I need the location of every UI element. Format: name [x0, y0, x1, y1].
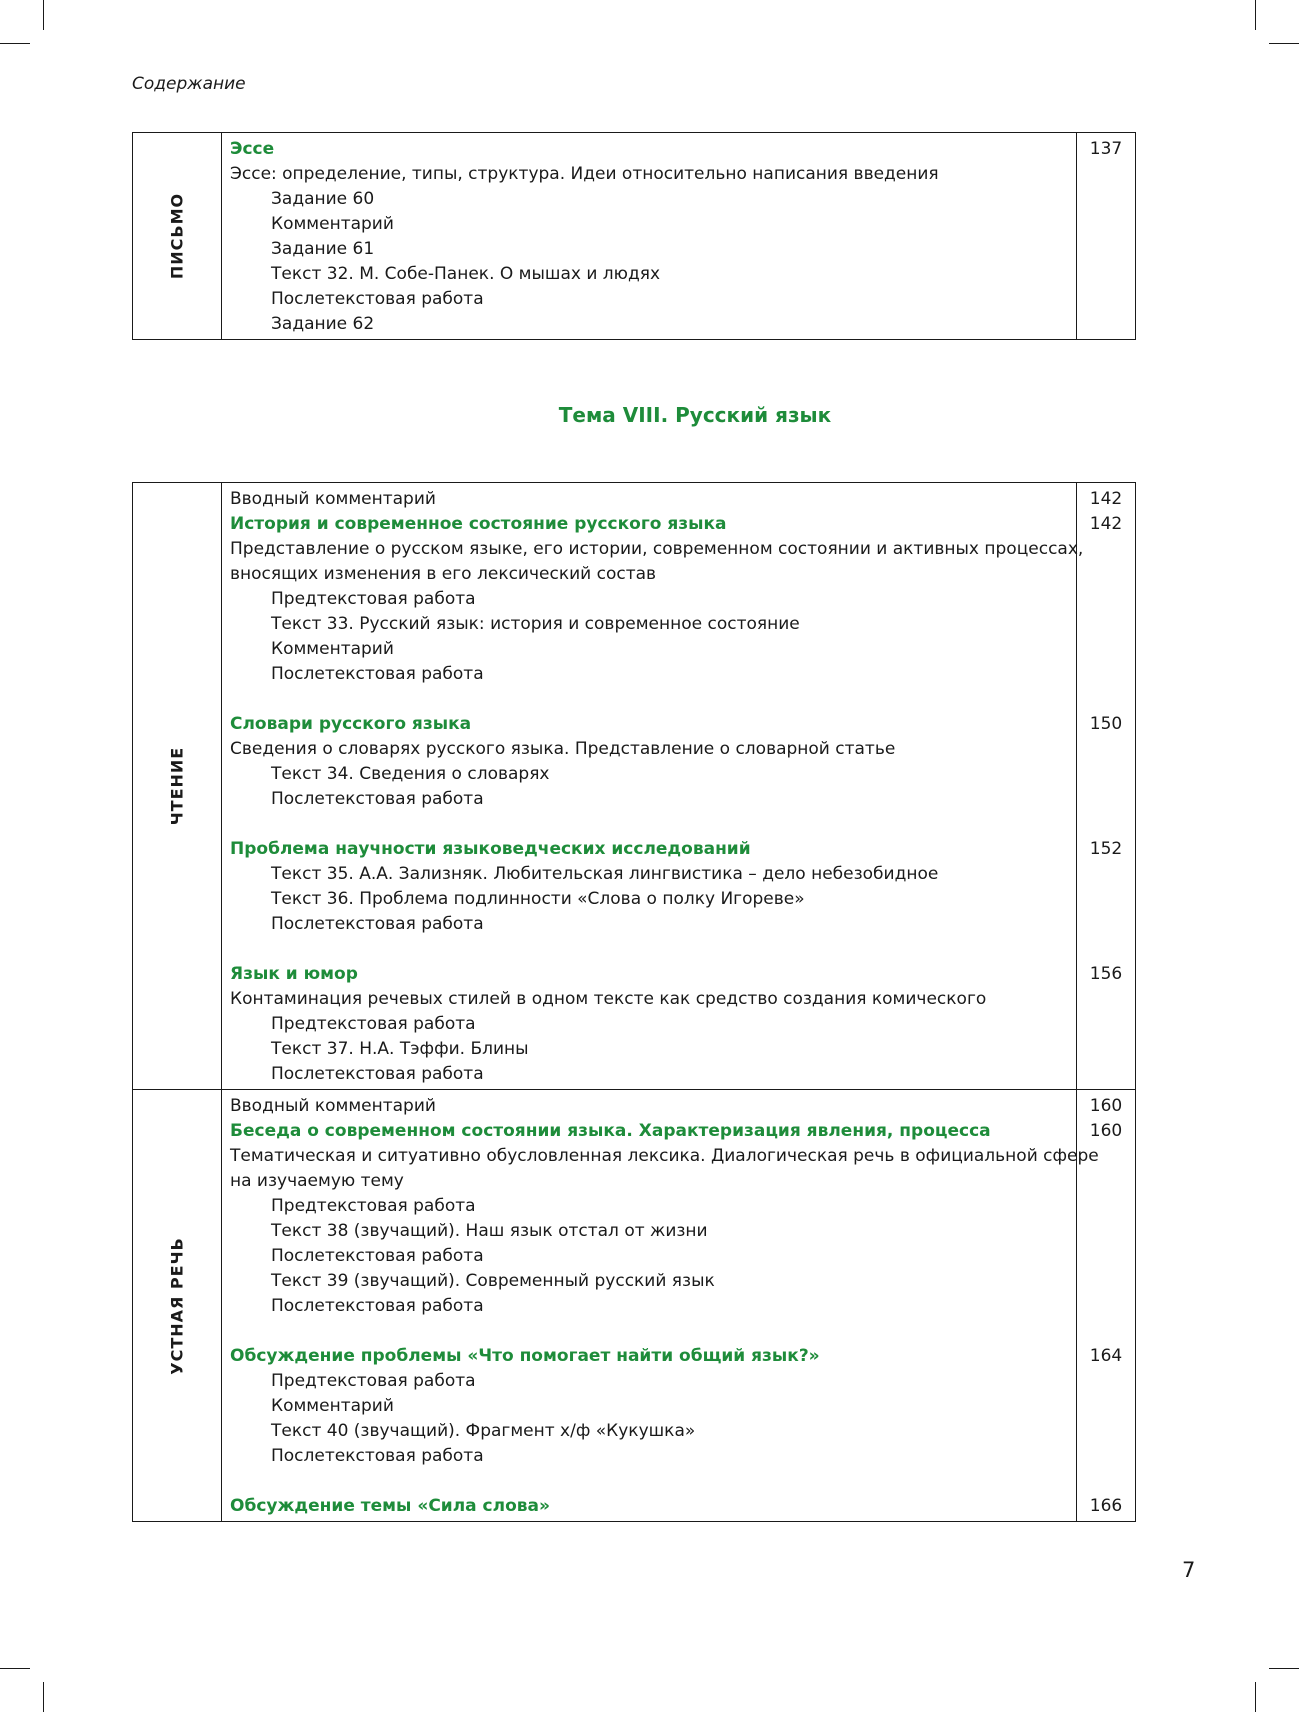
toc-entry: Послетекстовая работа [271, 789, 484, 809]
toc-page-number [1077, 1169, 1135, 1194]
toc-page-number [1077, 612, 1135, 637]
toc-page-number [1077, 1012, 1135, 1037]
toc-page-number [1077, 1394, 1135, 1419]
toc-page-number [1077, 812, 1135, 837]
toc-entry: вносящих изменения в его лексический состав [230, 564, 657, 584]
toc-entry: Послетекстовая работа [271, 664, 484, 684]
toc-entry: Послетекстовая работа [271, 1064, 484, 1084]
toc-entry: Предтекстовая работа [271, 1014, 476, 1034]
contents-cell [222, 133, 1077, 340]
page-numbers-cell [1077, 133, 1136, 340]
toc-heading: Обсуждение темы «Сила слова» [230, 1496, 550, 1516]
toc-page-number [1077, 562, 1135, 587]
toc-entry: Комментарий [271, 1396, 394, 1416]
toc-heading: Эссе [230, 139, 275, 159]
toc-entry: Задание 61 [271, 239, 375, 259]
toc-page-number [1077, 1419, 1135, 1444]
toc-page-number: 150 [1089, 714, 1123, 734]
contents-cell [222, 1090, 1099, 1522]
toc-entry: Текст 40 (звучащий). Фрагмент х/ф «Кукушка» [271, 1421, 696, 1441]
toc-section-row [133, 1090, 1136, 1522]
toc-heading: Беседа о современном состоянии языка. Характеризация явления, процесса [230, 1121, 991, 1141]
toc-entry: Представление о русском языке, его истории, современном состоянии и активных процессах, [230, 539, 1084, 559]
toc-page-number [1077, 687, 1135, 712]
toc-page-number [1077, 537, 1135, 562]
crop-mark [43, 0, 44, 30]
toc-page-number [1077, 637, 1135, 662]
toc-page-number [1077, 1444, 1135, 1469]
toc-heading: Словари русского языка [230, 714, 472, 734]
section-label-cell [133, 133, 222, 340]
toc-page-number [1077, 1369, 1135, 1394]
toc-page-number [1077, 587, 1135, 612]
crop-mark [0, 43, 30, 44]
toc-page-number: 156 [1089, 964, 1123, 984]
crop-mark [1269, 43, 1299, 44]
toc-page-number: 142 [1089, 514, 1123, 534]
toc-spacer [230, 1319, 1070, 1344]
toc-page-number [1077, 737, 1135, 762]
toc-page-number [1077, 1469, 1135, 1494]
toc-entry: Контаминация речевых стилей в одном тексте как средство создания комического [230, 989, 987, 1009]
toc-entry: Послетекстовая работа [271, 1446, 484, 1466]
toc-entry: Послетекстовая работа [271, 1296, 484, 1316]
toc-entry: Послетекстовая работа [271, 914, 484, 934]
toc-page-number [1077, 912, 1135, 937]
crop-mark [43, 1682, 44, 1712]
toc-entry: Послетекстовая работа [271, 1246, 484, 1266]
toc-page-number [1077, 162, 1135, 187]
toc-entry: Послетекстовая работа [271, 289, 484, 309]
toc-entry: Текст 32. М. Собе-Панек. О мышах и людях [271, 264, 661, 284]
toc-page-number: 142 [1089, 489, 1123, 509]
toc-page-number [1077, 1269, 1135, 1294]
toc-table-topic-8 [132, 482, 1136, 1522]
toc-page-number: 152 [1089, 839, 1123, 859]
toc-table-writing [132, 132, 1136, 340]
toc-heading: История и современное состояние русского языка [230, 514, 727, 534]
toc-heading: Проблема научности языковедческих исследований [230, 839, 751, 859]
toc-entry: Эссе: определение, типы, структура. Идеи относительно написания введения [230, 164, 939, 184]
toc-entry: Комментарий [271, 214, 394, 234]
toc-page-number [1077, 1037, 1135, 1062]
toc-entry: Задание 62 [271, 314, 375, 334]
section-label-cell [133, 483, 222, 1090]
section-label: УСТНАЯ РЕЧЬ [167, 1236, 187, 1375]
toc-page-number [1077, 1244, 1135, 1269]
toc-entry: Текст 38 (звучащий). Наш язык отстал от жизни [271, 1221, 708, 1241]
toc-page-number: 164 [1089, 1346, 1123, 1366]
toc-entry: Комментарий [271, 639, 394, 659]
toc-page-number [1077, 937, 1135, 962]
toc-entry: на изучаемую тему [230, 1171, 404, 1191]
toc-section-row [133, 483, 1136, 1090]
section-label: ЧТЕНИЕ [167, 746, 187, 826]
toc-page-number [1077, 787, 1135, 812]
toc-entry: Текст 34. Сведения о словарях [271, 764, 550, 784]
toc-entry: Вводный комментарий [230, 1096, 436, 1116]
toc-page-number [1077, 237, 1135, 262]
toc-page-number [1077, 1062, 1135, 1087]
toc-page-number: 160 [1089, 1121, 1123, 1141]
page-number: 7 [1182, 1558, 1196, 1582]
contents-cell [222, 483, 1084, 1090]
toc-entry: Тематическая и ситуативно обусловленная лексика. Диалогическая речь в официальной сфере [230, 1146, 1099, 1166]
section-label-cell [133, 1090, 222, 1522]
crop-mark [1269, 1668, 1299, 1669]
toc-heading: Язык и юмор [230, 964, 358, 984]
toc-entry: Текст 33. Русский язык: история и современное состояние [271, 614, 800, 634]
toc-entry: Текст 37. Н.А. Тэффи. Блины [271, 1039, 529, 1059]
toc-page-number: 160 [1089, 1096, 1123, 1116]
toc-entry: Текст 36. Проблема подлинности «Слова о полку Игореве» [271, 889, 805, 909]
toc-page-number [1077, 887, 1135, 912]
toc-page-number: 166 [1089, 1496, 1123, 1516]
toc-page-number [1077, 1319, 1135, 1344]
toc-page-number [1077, 1219, 1135, 1244]
toc-entry: Предтекстовая работа [271, 1196, 476, 1216]
toc-page-number [1077, 262, 1135, 287]
toc-spacer [230, 937, 1070, 962]
toc-page-number: 137 [1089, 139, 1123, 159]
toc-page-number [1077, 1194, 1135, 1219]
toc-section-row [133, 133, 1136, 340]
topic-title: Тема VIII. Русский язык [558, 403, 832, 427]
running-header: Содержание [132, 74, 246, 94]
toc-page-number [1077, 312, 1135, 337]
toc-heading: Обсуждение проблемы «Что помогает найти общий язык?» [230, 1346, 820, 1366]
toc-page-number [1077, 862, 1135, 887]
toc-page-number [1077, 762, 1135, 787]
toc-entry: Текст 35. А.А. Зализняк. Любительская лингвистика – дело небезобидное [271, 864, 939, 884]
page-numbers-cell [1077, 483, 1136, 1090]
toc-page-number [1077, 287, 1135, 312]
crop-mark [0, 1668, 30, 1669]
toc-page-number [1077, 212, 1135, 237]
toc-entry: Вводный комментарий [230, 489, 436, 509]
toc-spacer [230, 812, 1070, 837]
toc-entry: Задание 60 [271, 189, 375, 209]
crop-mark [1255, 1682, 1256, 1712]
crop-mark [1255, 0, 1256, 30]
toc-page-number [1077, 1294, 1135, 1319]
toc-page-number [1077, 662, 1135, 687]
toc-spacer [230, 687, 1070, 712]
toc-page-number [1077, 187, 1135, 212]
toc-entry: Текст 39 (звучащий). Современный русский язык [271, 1271, 715, 1291]
section-label: ПИСЬМО [167, 192, 187, 280]
toc-entry: Сведения о словарях русского языка. Представление о словарной статье [230, 739, 896, 759]
toc-entry: Предтекстовая работа [271, 589, 476, 609]
toc-page-number [1077, 987, 1135, 1012]
toc-spacer [230, 1469, 1070, 1494]
toc-entry: Предтекстовая работа [271, 1371, 476, 1391]
